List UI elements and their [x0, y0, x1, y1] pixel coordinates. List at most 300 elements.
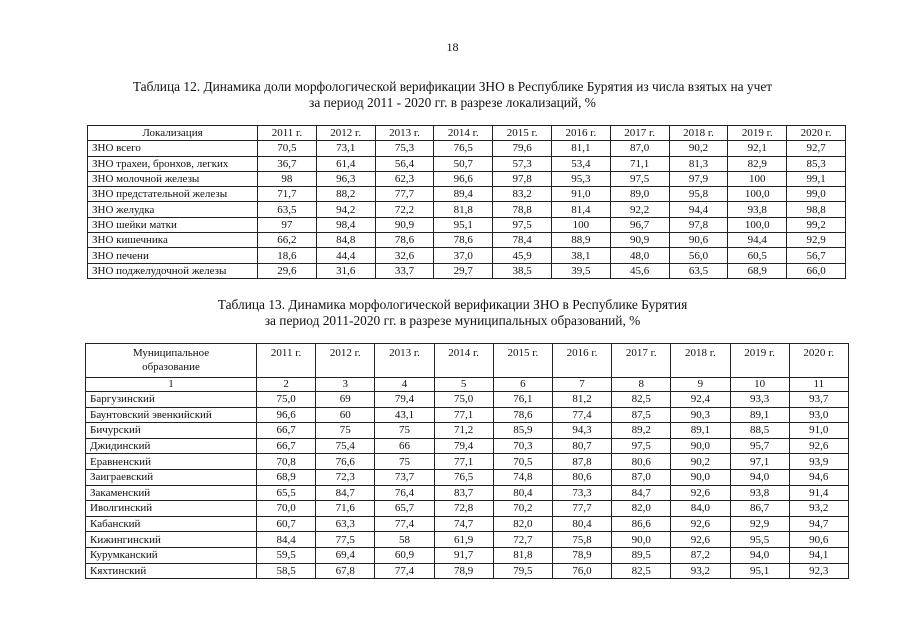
table13-value-cell: 77,4	[552, 407, 611, 423]
table-row	[86, 485, 849, 501]
table12-value-cell: 31,6	[316, 263, 375, 278]
table12-header-cell: 2017 г.	[610, 126, 669, 141]
table13-value-cell: 90,0	[671, 438, 730, 454]
table13-value-cell: 75	[316, 423, 375, 439]
table13-value-cell: 89,1	[730, 407, 789, 423]
table-row	[86, 392, 849, 408]
table13-value-cell: 95,1	[730, 563, 789, 579]
table12-value-cell: 71,7	[258, 187, 317, 202]
table12-header-cell: 2012 г.	[316, 126, 375, 141]
table12-header-row	[88, 126, 846, 141]
table12-value-cell: 79,6	[493, 141, 552, 156]
table-row	[86, 469, 849, 485]
table12-value-cell: 96,7	[610, 217, 669, 232]
table12-value-cell: 56,0	[669, 248, 728, 263]
table12-header-cell: 2011 г.	[258, 126, 317, 141]
table13-value-cell: 92,6	[671, 532, 730, 548]
table12-value-cell: 92,1	[728, 141, 787, 156]
table12-value-cell: 87,0	[610, 141, 669, 156]
table13-municipality-cell: Бичурский	[86, 423, 257, 439]
table13-value-cell: 60,9	[375, 547, 434, 563]
table12-value-cell: 90,6	[669, 233, 728, 248]
table13-value-cell: 85,9	[493, 423, 552, 439]
table13-index-cell: 1	[86, 378, 257, 392]
table13-caption-line1: Таблица 13. Динамика морфологической верификации ЗНО в Республике Бурятия	[217, 297, 688, 312]
table12-value-cell: 96,6	[434, 171, 493, 186]
table12-value-cell: 95,3	[551, 171, 610, 186]
table12-caption-line1: Таблица 12. Динамика доли морфологической верификации ЗНО в Республике Бурятия из числа взятых на учет	[132, 79, 773, 94]
table12-value-cell: 63,5	[669, 263, 728, 278]
table12-value-cell: 78,6	[375, 233, 434, 248]
table13-value-cell: 94,0	[730, 469, 789, 485]
table12-value-cell: 99,2	[787, 217, 846, 232]
table12-localization-cell: ЗНО всего	[88, 141, 258, 156]
table12-localization-cell: ЗНО печени	[88, 248, 258, 263]
table12-value-cell: 66,0	[787, 263, 846, 278]
table13-index-cell: 10	[730, 378, 789, 392]
table13-value-cell: 58	[375, 532, 434, 548]
table12-value-cell: 18,6	[258, 248, 317, 263]
table13-value-cell: 88,5	[730, 423, 789, 439]
table-row	[88, 187, 846, 202]
table13-value-cell: 75,0	[257, 392, 316, 408]
table12-value-cell: 68,9	[728, 263, 787, 278]
table13-header-cell: 2017 г.	[612, 344, 671, 378]
table13-value-cell: 70,5	[493, 454, 552, 470]
table13-value-cell: 84,4	[257, 532, 316, 548]
table13-value-cell: 92,4	[671, 392, 730, 408]
table12-value-cell: 85,3	[787, 156, 846, 171]
table12-value-cell: 37,0	[434, 248, 493, 263]
table13-header-cell: 2012 г.	[316, 344, 375, 378]
table13-value-cell: 76,0	[552, 563, 611, 579]
table13-value-cell: 75	[375, 423, 434, 439]
table13-value-cell: 84,0	[671, 501, 730, 517]
table13-value-cell: 87,2	[671, 547, 730, 563]
table13-value-cell: 76,6	[316, 454, 375, 470]
table13-value-cell: 70,8	[257, 454, 316, 470]
table13-value-cell: 79,5	[493, 563, 552, 579]
table13-value-cell: 71,2	[434, 423, 493, 439]
table13-value-cell: 60	[316, 407, 375, 423]
table13-municipality-cell: Еравненский	[86, 454, 257, 470]
table12-value-cell: 89,4	[434, 187, 493, 202]
table13-value-cell: 76,4	[375, 485, 434, 501]
table13-municipality-cell: Кяхтинский	[86, 563, 257, 579]
table13-header-cell: 2011 г.	[257, 344, 316, 378]
table12-value-cell: 72,2	[375, 202, 434, 217]
table13-value-cell: 69,4	[316, 547, 375, 563]
table13-index-cell: 9	[671, 378, 730, 392]
table12-value-cell: 81,8	[434, 202, 493, 217]
table12-header-cell: Локализация	[88, 126, 258, 141]
table-row	[86, 454, 849, 470]
table12-header-cell: 2014 г.	[434, 126, 493, 141]
table12-header-cell: 2018 г.	[669, 126, 728, 141]
table13-value-cell: 97,5	[612, 438, 671, 454]
table12-value-cell: 48,0	[610, 248, 669, 263]
table13-index-cell: 7	[552, 378, 611, 392]
table13-index-row	[86, 378, 849, 392]
table13-value-cell: 86,6	[612, 516, 671, 532]
table13-value-cell: 70,2	[493, 501, 552, 517]
table12-header-cell: 2019 г.	[728, 126, 787, 141]
table-row	[88, 217, 846, 232]
table12-caption	[60, 79, 845, 111]
table13-value-cell: 87,0	[612, 469, 671, 485]
table13-value-cell: 90,0	[671, 469, 730, 485]
table13-value-cell: 77,4	[375, 516, 434, 532]
table13-value-cell: 80,7	[552, 438, 611, 454]
table13-index-cell: 2	[257, 378, 316, 392]
table12-value-cell: 45,6	[610, 263, 669, 278]
table13-value-cell: 79,4	[434, 438, 493, 454]
table13-value-cell: 93,9	[789, 454, 848, 470]
table13-municipality-cell: Баргузинский	[86, 392, 257, 408]
table13-value-cell: 81,2	[552, 392, 611, 408]
table-row	[88, 248, 846, 263]
table12-value-cell: 95,1	[434, 217, 493, 232]
table-row	[86, 547, 849, 563]
table13-value-cell: 59,5	[257, 547, 316, 563]
table12-value-cell: 93,8	[728, 202, 787, 217]
table13-value-cell: 77,7	[552, 501, 611, 517]
table13-value-cell: 89,1	[671, 423, 730, 439]
table12-value-cell: 90,9	[375, 217, 434, 232]
table12-value-cell: 63,5	[258, 202, 317, 217]
table13-value-cell: 84,7	[316, 485, 375, 501]
table13-value-cell: 90,6	[789, 532, 848, 548]
table13-value-cell: 93,3	[730, 392, 789, 408]
table13-value-cell: 58,5	[257, 563, 316, 579]
table13-header-cell: 2020 г.	[789, 344, 848, 378]
table12-value-cell: 50,7	[434, 156, 493, 171]
table13-value-cell: 65,7	[375, 501, 434, 517]
table12-localization-cell: ЗНО предстательной железы	[88, 187, 258, 202]
table12-header-cell: 2013 г.	[375, 126, 434, 141]
table12-value-cell: 88,9	[551, 233, 610, 248]
table12-value-cell: 94,4	[669, 202, 728, 217]
table12-localizations	[87, 125, 846, 279]
table12-value-cell: 81,4	[551, 202, 610, 217]
table12-value-cell: 97	[258, 217, 317, 232]
table13-index-cell: 6	[493, 378, 552, 392]
table12-value-cell: 66,2	[258, 233, 317, 248]
table13-value-cell: 89,2	[612, 423, 671, 439]
table13-value-cell: 74,7	[434, 516, 493, 532]
table12-value-cell: 71,1	[610, 156, 669, 171]
table13-value-cell: 90,3	[671, 407, 730, 423]
table13-header-cell: 2013 г.	[375, 344, 434, 378]
table13-caption-line2: за период 2011-2020 гг. в разрезе муниципальных образований, %	[264, 313, 641, 328]
table13-value-cell: 83,7	[434, 485, 493, 501]
table12-value-cell: 92,9	[787, 233, 846, 248]
table13-value-cell: 82,5	[612, 563, 671, 579]
table12-value-cell: 99,1	[787, 171, 846, 186]
table13-municipality-cell: Джидинский	[86, 438, 257, 454]
table13-value-cell: 92,6	[789, 438, 848, 454]
table12-value-cell: 45,9	[493, 248, 552, 263]
table12-value-cell: 94,2	[316, 202, 375, 217]
table12-value-cell: 36,7	[258, 156, 317, 171]
table12-value-cell: 91,0	[551, 187, 610, 202]
table13-value-cell: 75,8	[552, 532, 611, 548]
table13-index-cell: 8	[612, 378, 671, 392]
table12-value-cell: 60,5	[728, 248, 787, 263]
table12-value-cell: 38,1	[551, 248, 610, 263]
table12-value-cell: 56,4	[375, 156, 434, 171]
table13-value-cell: 91,7	[434, 547, 493, 563]
table13-value-cell: 82,0	[612, 501, 671, 517]
table12-value-cell: 97,8	[493, 171, 552, 186]
table12-value-cell: 73,1	[316, 141, 375, 156]
table13-header-cell: 2019 г.	[730, 344, 789, 378]
table13-value-cell: 66,7	[257, 423, 316, 439]
table13-value-cell: 80,6	[552, 469, 611, 485]
table13-index-cell: 11	[789, 378, 848, 392]
table12-value-cell: 53,4	[551, 156, 610, 171]
table12-value-cell: 97,5	[493, 217, 552, 232]
table12-value-cell: 82,9	[728, 156, 787, 171]
table13-value-cell: 60,7	[257, 516, 316, 532]
table13-value-cell: 94,0	[730, 547, 789, 563]
table13-value-cell: 93,8	[730, 485, 789, 501]
table13-value-cell: 80,4	[552, 516, 611, 532]
table12-value-cell: 78,4	[493, 233, 552, 248]
table13-value-cell: 92,6	[671, 516, 730, 532]
table13-value-cell: 61,9	[434, 532, 493, 548]
table13-value-cell: 66	[375, 438, 434, 454]
table13-value-cell: 78,9	[434, 563, 493, 579]
table12-localization-cell: ЗНО желудка	[88, 202, 258, 217]
table12-value-cell: 78,8	[493, 202, 552, 217]
table12-localization-cell: ЗНО поджелудочной железы	[88, 263, 258, 278]
table13-caption	[60, 297, 845, 329]
table13-value-cell: 75,0	[434, 392, 493, 408]
table12-value-cell: 83,2	[493, 187, 552, 202]
table12-value-cell: 89,0	[610, 187, 669, 202]
table13-value-cell: 92,9	[730, 516, 789, 532]
table13-value-cell: 78,9	[552, 547, 611, 563]
table13-municipality-cell: Кижингинский	[86, 532, 257, 548]
table-row	[88, 141, 846, 156]
table12-value-cell: 57,3	[493, 156, 552, 171]
table13-value-cell: 73,3	[552, 485, 611, 501]
table13-value-cell: 72,3	[316, 469, 375, 485]
table13-value-cell: 97,1	[730, 454, 789, 470]
table13-header-municipality-line1: Муниципальное	[132, 347, 210, 359]
table13-index-cell: 5	[434, 378, 493, 392]
table13-header-municipality	[86, 344, 257, 378]
table13-value-cell: 72,8	[434, 501, 493, 517]
table13-value-cell: 79,4	[375, 392, 434, 408]
table13-value-cell: 67,8	[316, 563, 375, 579]
table13-value-cell: 75	[375, 454, 434, 470]
table13-value-cell: 96,6	[257, 407, 316, 423]
table13-value-cell: 95,7	[730, 438, 789, 454]
table12-header-cell: 2015 г.	[493, 126, 552, 141]
table-row	[86, 516, 849, 532]
table13-value-cell: 69	[316, 392, 375, 408]
table12-value-cell: 92,7	[787, 141, 846, 156]
table13-value-cell: 77,5	[316, 532, 375, 548]
table13-municipalities	[85, 343, 849, 579]
table13-value-cell: 95,5	[730, 532, 789, 548]
table-row	[86, 407, 849, 423]
table13-municipality-cell: Баунтовский эвенкийский	[86, 407, 257, 423]
table12-value-cell: 98	[258, 171, 317, 186]
table13-value-cell: 66,7	[257, 438, 316, 454]
table13-value-cell: 90,2	[671, 454, 730, 470]
table12-value-cell: 90,9	[610, 233, 669, 248]
table13-value-cell: 65,5	[257, 485, 316, 501]
table12-value-cell: 29,6	[258, 263, 317, 278]
table13-value-cell: 91,0	[789, 423, 848, 439]
table-row	[86, 532, 849, 548]
table12-value-cell: 33,7	[375, 263, 434, 278]
table12-value-cell: 44,4	[316, 248, 375, 263]
table12-value-cell: 98,4	[316, 217, 375, 232]
table13-value-cell: 94,6	[789, 469, 848, 485]
table12-value-cell: 38,5	[493, 263, 552, 278]
table12-value-cell: 97,9	[669, 171, 728, 186]
table12-value-cell: 81,1	[551, 141, 610, 156]
table12-value-cell: 77,7	[375, 187, 434, 202]
table12-value-cell: 98,8	[787, 202, 846, 217]
table12-value-cell: 75,3	[375, 141, 434, 156]
table13-value-cell: 75,4	[316, 438, 375, 454]
table13-value-cell: 94,3	[552, 423, 611, 439]
table13-value-cell: 92,3	[789, 563, 848, 579]
table12-localization-cell: ЗНО шейки матки	[88, 217, 258, 232]
table13-value-cell: 63,3	[316, 516, 375, 532]
table12-value-cell: 97,5	[610, 171, 669, 186]
table13-value-cell: 70,3	[493, 438, 552, 454]
table12-value-cell: 96,3	[316, 171, 375, 186]
table12-value-cell: 29,7	[434, 263, 493, 278]
table12-value-cell: 76,5	[434, 141, 493, 156]
table13-value-cell: 87,8	[552, 454, 611, 470]
table12-value-cell: 94,4	[728, 233, 787, 248]
table13-value-cell: 71,6	[316, 501, 375, 517]
table12-value-cell: 62,3	[375, 171, 434, 186]
table12-value-cell: 88,2	[316, 187, 375, 202]
table13-value-cell: 80,4	[493, 485, 552, 501]
table13-value-cell: 74,8	[493, 469, 552, 485]
table13-value-cell: 82,5	[612, 392, 671, 408]
table13-value-cell: 76,1	[493, 392, 552, 408]
table13-value-cell: 77,4	[375, 563, 434, 579]
table13-header-municipality-line2: образование	[142, 361, 200, 373]
table12-value-cell: 56,7	[787, 248, 846, 263]
table13-value-cell: 70,0	[257, 501, 316, 517]
table13-index-cell: 4	[375, 378, 434, 392]
table13-header-cell: 2014 г.	[434, 344, 493, 378]
table13-value-cell: 82,0	[493, 516, 552, 532]
table13-value-cell: 77,1	[434, 407, 493, 423]
table13-municipality-cell: Заиграевский	[86, 469, 257, 485]
table13-value-cell: 77,1	[434, 454, 493, 470]
table12-value-cell: 100	[728, 171, 787, 186]
table13-value-cell: 93,0	[789, 407, 848, 423]
table13-value-cell: 93,2	[671, 563, 730, 579]
table13-value-cell: 92,6	[671, 485, 730, 501]
table13-value-cell: 93,2	[789, 501, 848, 517]
page-number: 18	[446, 40, 459, 54]
table13-value-cell: 73,7	[375, 469, 434, 485]
table13-value-cell: 68,9	[257, 469, 316, 485]
table13-header-row	[86, 344, 849, 378]
table13-municipality-cell: Иволгинский	[86, 501, 257, 517]
table13-value-cell: 84,7	[612, 485, 671, 501]
table12-value-cell: 92,2	[610, 202, 669, 217]
table13-index-cell: 3	[316, 378, 375, 392]
table13-body	[86, 392, 849, 579]
table-row	[88, 156, 846, 171]
table12-body	[88, 141, 846, 279]
table-row	[86, 501, 849, 517]
table12-header-cell: 2020 г.	[787, 126, 846, 141]
table12-value-cell: 100,0	[728, 217, 787, 232]
table12-header-cell: 2016 г.	[551, 126, 610, 141]
table-row	[88, 233, 846, 248]
table13-header-cell: 2015 г.	[493, 344, 552, 378]
table12-value-cell: 78,6	[434, 233, 493, 248]
table12-value-cell: 39,5	[551, 263, 610, 278]
table13-value-cell: 80,6	[612, 454, 671, 470]
table13-value-cell: 86,7	[730, 501, 789, 517]
table13-value-cell: 89,5	[612, 547, 671, 563]
table-row	[88, 171, 846, 186]
table12-caption-line2: за период 2011 - 2020 гг. в разрезе локализаций, %	[309, 95, 596, 110]
table13-value-cell: 43,1	[375, 407, 434, 423]
table13-value-cell: 94,1	[789, 547, 848, 563]
table12-value-cell: 84,8	[316, 233, 375, 248]
table12-value-cell: 97,8	[669, 217, 728, 232]
table12-value-cell: 70,5	[258, 141, 317, 156]
table13-municipality-cell: Курумканский	[86, 547, 257, 563]
table-row	[86, 438, 849, 454]
table-row	[86, 563, 849, 579]
table-row	[88, 263, 846, 278]
table13-municipality-cell: Кабанский	[86, 516, 257, 532]
table-row	[88, 202, 846, 217]
table13-value-cell: 94,7	[789, 516, 848, 532]
table13-value-cell: 81,8	[493, 547, 552, 563]
table13-municipality-cell: Закаменский	[86, 485, 257, 501]
table12-value-cell: 100	[551, 217, 610, 232]
table12-localization-cell: ЗНО трахеи, бронхов, легких	[88, 156, 258, 171]
table13-value-cell: 91,4	[789, 485, 848, 501]
table12-localization-cell: ЗНО молочной железы	[88, 171, 258, 186]
table13-value-cell: 72,7	[493, 532, 552, 548]
table12-localization-cell: ЗНО кишечника	[88, 233, 258, 248]
table13-value-cell: 87,5	[612, 407, 671, 423]
table12-value-cell: 81,3	[669, 156, 728, 171]
table13-value-cell: 78,6	[493, 407, 552, 423]
table12-value-cell: 32,6	[375, 248, 434, 263]
table12-value-cell: 61,4	[316, 156, 375, 171]
table12-value-cell: 100,0	[728, 187, 787, 202]
table12-value-cell: 90,2	[669, 141, 728, 156]
table13-header-cell: 2018 г.	[671, 344, 730, 378]
table-row	[86, 423, 849, 439]
table13-header-cell: 2016 г.	[552, 344, 611, 378]
table12-value-cell: 99,0	[787, 187, 846, 202]
table13-value-cell: 76,5	[434, 469, 493, 485]
table13-value-cell: 90,0	[612, 532, 671, 548]
table13-value-cell: 93,7	[789, 392, 848, 408]
